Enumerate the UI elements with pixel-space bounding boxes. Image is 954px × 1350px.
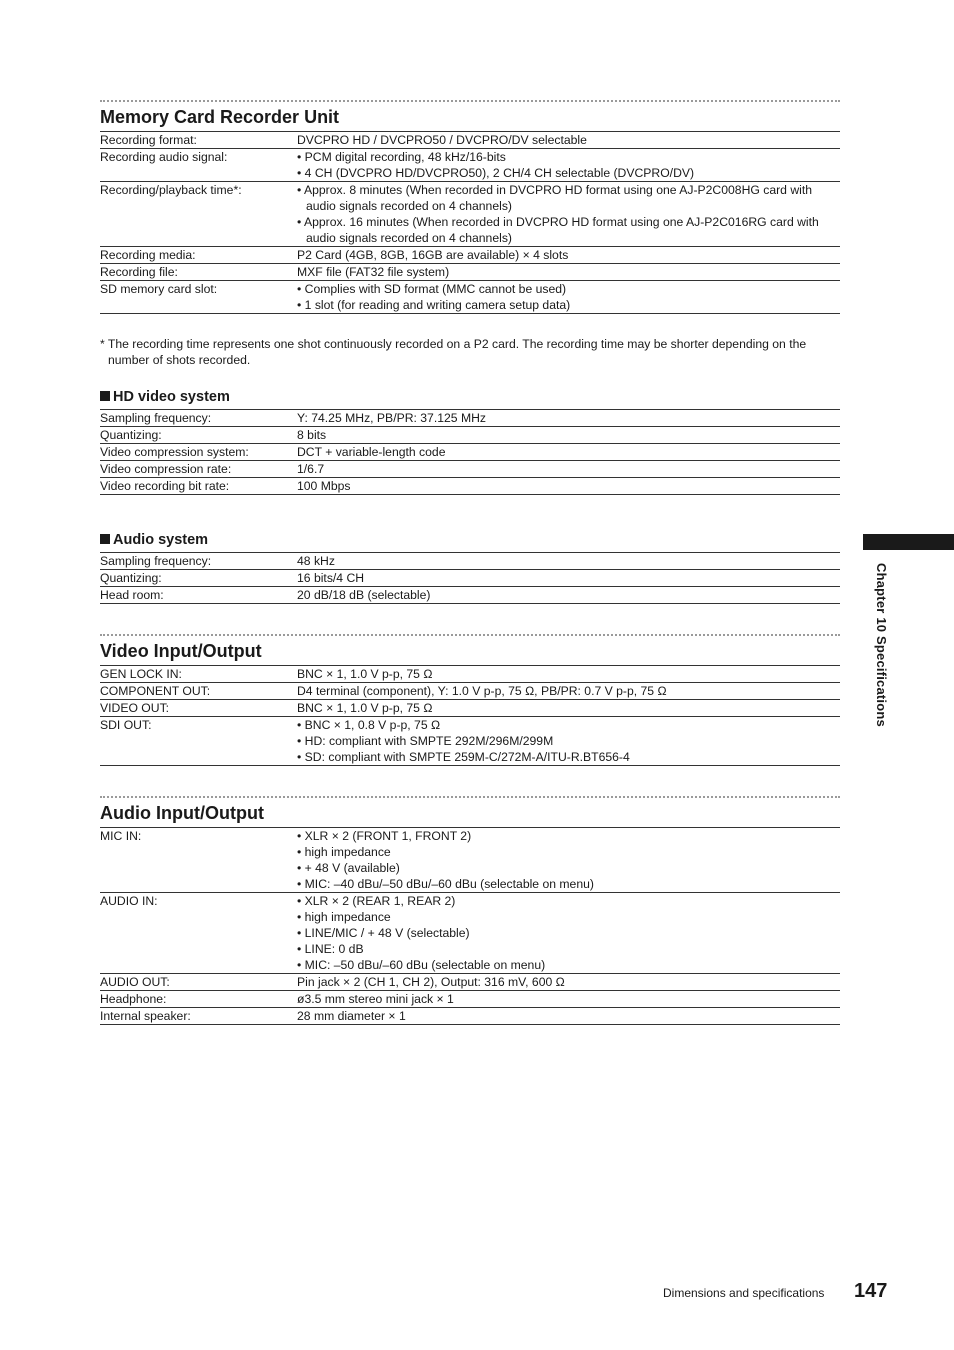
spec-value-line: • 1 slot (for reading and writing camera setup data) — [297, 298, 571, 312]
chapter-tab-marker — [863, 534, 954, 550]
spec-label: Recording audio signal: — [100, 149, 297, 182]
spec-value-line: 8 bits — [297, 428, 327, 442]
spec-table-memory — [100, 131, 840, 314]
spec-label: COMPONENT OUT: — [100, 683, 297, 700]
section-divider — [100, 796, 840, 798]
spec-row — [100, 281, 840, 314]
spec-row — [100, 974, 840, 991]
spec-label: Recording format: — [100, 132, 297, 149]
spec-row — [100, 264, 840, 281]
spec-label: Head room: — [100, 587, 297, 604]
spec-value-line: 48 kHz — [297, 554, 335, 568]
spec-label: Recording/playback time*: — [100, 182, 297, 247]
spec-value — [297, 461, 840, 478]
spec-value-line: 28 mm diameter × 1 — [297, 1009, 406, 1023]
spec-value-line: 100 Mbps — [297, 479, 351, 493]
spec-row — [100, 461, 840, 478]
spec-value — [297, 570, 840, 587]
spec-value-line: 20 dB/18 dB (selectable) — [297, 588, 431, 602]
spec-row — [100, 478, 840, 495]
spec-table-hd-video — [100, 409, 840, 495]
spec-value — [297, 700, 840, 717]
spec-row — [100, 828, 840, 893]
spec-row — [100, 587, 840, 604]
spec-label: SDI OUT: — [100, 717, 297, 766]
spec-value — [297, 182, 840, 247]
recording-time-note: * The recording time represents one shot continuously recorded on a P2 card. The recording time may be shorter depending on the number of shots recorded. — [100, 337, 807, 367]
spec-label: Recording media: — [100, 247, 297, 264]
spec-label: MIC IN: — [100, 828, 297, 893]
spec-value-line: • XLR × 2 (FRONT 1, FRONT 2) — [297, 829, 472, 843]
spec-row — [100, 410, 840, 427]
spec-value-line: Y: 74.25 MHz, PB/PR: 37.125 MHz — [297, 411, 486, 425]
spec-value — [297, 828, 840, 893]
spec-row — [100, 149, 840, 182]
section-divider — [100, 634, 840, 636]
spec-row — [100, 893, 840, 974]
spec-value-line: BNC × 1, 1.0 V p-p, 75 Ω — [297, 701, 433, 715]
spec-row — [100, 247, 840, 264]
spec-label: Video compression rate: — [100, 461, 297, 478]
chapter-side-label: Chapter 10 Specifications — [874, 563, 889, 727]
spec-value — [297, 427, 840, 444]
page-number: 147 — [854, 1280, 888, 1302]
spec-row — [100, 182, 840, 247]
spec-value — [297, 587, 840, 604]
spec-label: Video compression system: — [100, 444, 297, 461]
spec-row — [100, 666, 840, 683]
spec-value-line: Pin jack × 2 (CH 1, CH 2), Output: 316 mV, 600 Ω — [297, 975, 565, 989]
spec-row — [100, 683, 840, 700]
spec-row — [100, 570, 840, 587]
spec-value — [297, 149, 840, 182]
spec-value-line: 16 bits/4 CH — [297, 571, 365, 585]
spec-value — [297, 666, 840, 683]
subsection-title-hd-video — [100, 388, 840, 406]
spec-value-line: • SD: compliant with SMPTE 259M-C/272M-A/ITU-R.BT656-4 — [297, 750, 630, 764]
spec-value-line: 1/6.7 — [297, 462, 325, 476]
spec-label: Video recording bit rate: — [100, 478, 297, 495]
square-bullet-icon — [100, 534, 110, 544]
spec-value — [297, 444, 840, 461]
spec-label: Headphone: — [100, 991, 297, 1008]
spec-value — [297, 553, 840, 570]
spec-value — [297, 974, 840, 991]
spec-label: Sampling frequency: — [100, 410, 297, 427]
spec-label: Recording file: — [100, 264, 297, 281]
spec-value — [297, 478, 840, 495]
section-title-audio-io: Audio Input/Output — [100, 803, 264, 823]
spec-label: Sampling frequency: — [100, 553, 297, 570]
spec-value-line: • LINE: 0 dB — [297, 942, 364, 956]
spec-row — [100, 1008, 840, 1025]
spec-value — [297, 893, 840, 974]
spec-label: SD memory card slot: — [100, 281, 297, 314]
spec-value-line: • BNC × 1, 0.8 V p-p, 75 Ω — [297, 718, 441, 732]
section-title-memory: Memory Card Recorder Unit — [100, 107, 340, 127]
spec-value-line: • high impedance — [297, 910, 391, 924]
spec-value-line: • XLR × 2 (REAR 1, REAR 2) — [297, 894, 456, 908]
spec-row — [100, 132, 840, 149]
section-title-video-io: Video Input/Output — [100, 641, 262, 661]
spec-row — [100, 427, 840, 444]
spec-table-audio-system — [100, 552, 840, 604]
spec-label: VIDEO OUT: — [100, 700, 297, 717]
spec-value — [297, 281, 840, 314]
spec-value-line: D4 terminal (component), Y: 1.0 V p-p, 75 Ω, PB/PR: 0.7 V p-p, 75 Ω — [297, 684, 667, 698]
spec-value — [297, 683, 840, 700]
spec-label: AUDIO IN: — [100, 893, 297, 974]
footer-section-name: Dimensions and specifications — [663, 1286, 825, 1300]
spec-value-line: • Approx. 8 minutes (When recorded in DVCPRO HD format using one AJ-P2C008HG card with audio signals recorded on 4 channels) — [297, 183, 813, 213]
spec-row — [100, 444, 840, 461]
spec-table-audio-io — [100, 827, 840, 1025]
spec-value-line: • 4 CH (DVCPRO HD/DVCPRO50), 2 CH/4 CH selectable (DVCPRO/DV) — [297, 166, 695, 180]
spec-value-line: • HD: compliant with SMPTE 292M/296M/299M — [297, 734, 554, 748]
spec-value-line: • high impedance — [297, 845, 391, 859]
section-divider — [100, 100, 840, 102]
spec-value — [297, 247, 840, 264]
spec-value-line: • Complies with SD format (MMC cannot be used) — [297, 282, 567, 296]
spec-value — [297, 264, 840, 281]
spec-value-line: P2 Card (4GB, 8GB, 16GB are available) × 4 slots — [297, 248, 569, 262]
spec-value-line: ø3.5 mm stereo mini jack × 1 — [297, 992, 454, 1006]
subsection-title-text: Audio system — [113, 532, 209, 548]
spec-value-line: DVCPRO HD / DVCPRO50 / DVCPRO/DV selectable — [297, 133, 587, 147]
subsection-title-audio-system — [100, 531, 840, 549]
spec-value-line: • MIC: –50 dBu/–60 dBu (selectable on menu) — [297, 958, 546, 972]
spec-value-line: • + 48 V (available) — [297, 861, 400, 875]
spec-value — [297, 717, 840, 766]
spec-value-line: MXF file (FAT32 file system) — [297, 265, 450, 279]
spec-value — [297, 410, 840, 427]
spec-label: Quantizing: — [100, 570, 297, 587]
spec-value-line: DCT + variable-length code — [297, 445, 446, 459]
spec-label: AUDIO OUT: — [100, 974, 297, 991]
square-bullet-icon — [100, 391, 110, 401]
spec-value-line: • MIC: –40 dBu/–50 dBu/–60 dBu (selectable on menu) — [297, 877, 594, 891]
spec-label: Quantizing: — [100, 427, 297, 444]
spec-row — [100, 553, 840, 570]
spec-row — [100, 700, 840, 717]
spec-label: Internal speaker: — [100, 1008, 297, 1025]
spec-label: GEN LOCK IN: — [100, 666, 297, 683]
spec-value-line: • Approx. 16 minutes (When recorded in DVCPRO HD format using one AJ-P2C016RG card with audio signals recorded on 4 channels) — [297, 215, 819, 245]
spec-table-video-io — [100, 665, 840, 766]
spec-content — [100, 100, 840, 1025]
spec-value — [297, 132, 840, 149]
spec-value-line: BNC × 1, 1.0 V p-p, 75 Ω — [297, 667, 433, 681]
spec-row — [100, 991, 840, 1008]
spec-row — [100, 717, 840, 766]
spec-value — [297, 1008, 840, 1025]
spec-value-line: • PCM digital recording, 48 kHz/16-bits — [297, 150, 506, 164]
spec-value — [297, 991, 840, 1008]
spec-value-line: • LINE/MIC / + 48 V (selectable) — [297, 926, 470, 940]
subsection-title-text: HD video system — [113, 389, 230, 405]
